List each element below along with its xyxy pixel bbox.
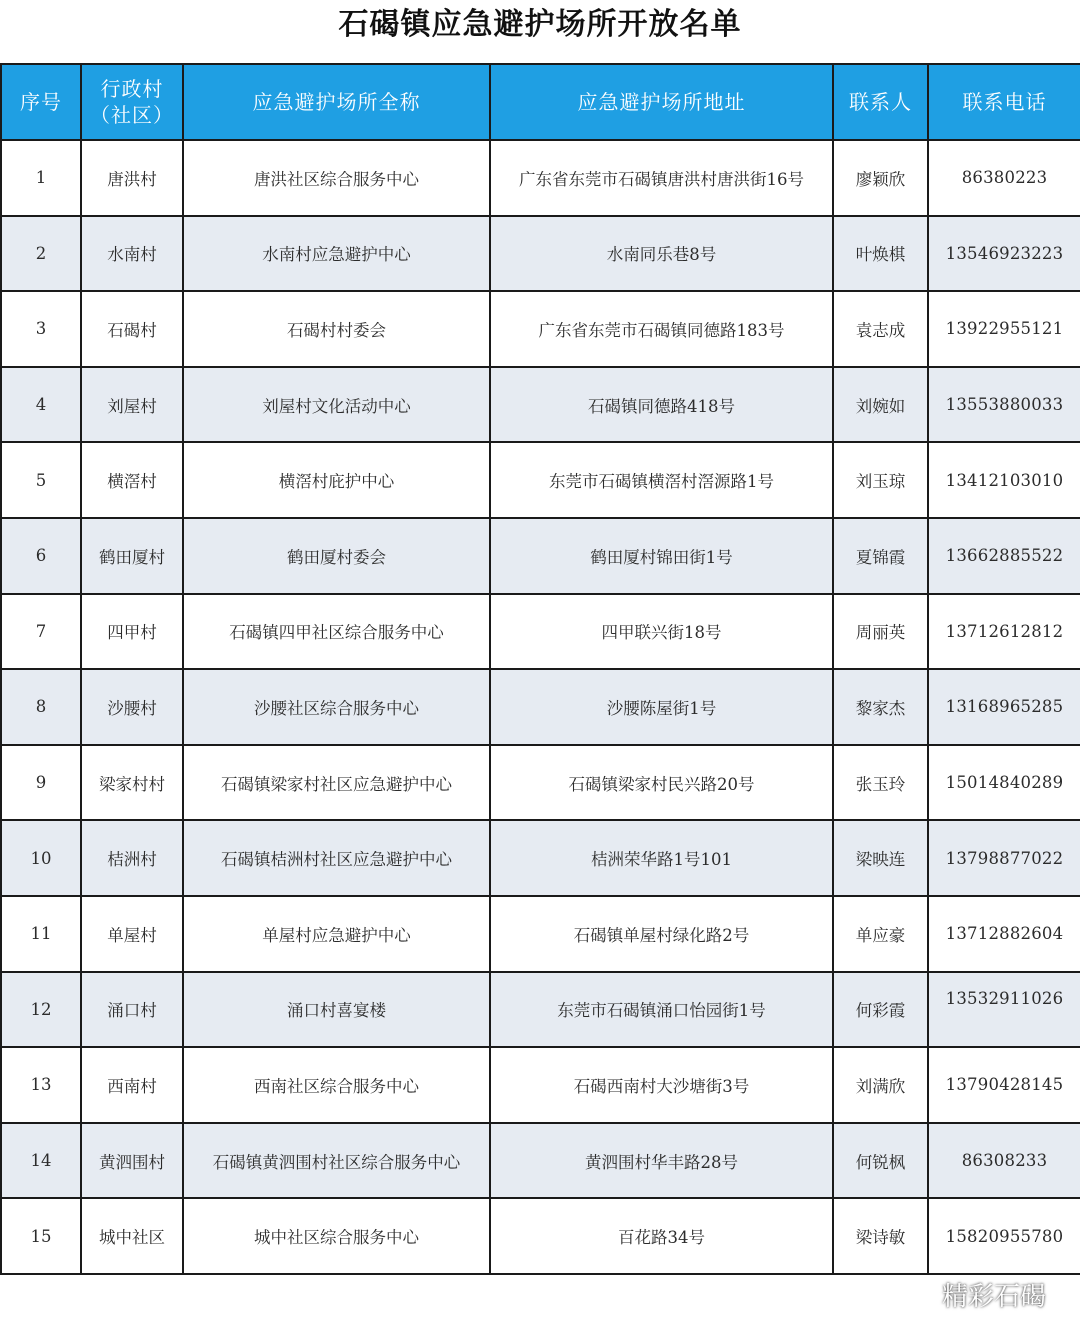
cell-index-text: 13 (30, 1075, 52, 1095)
cell-shelter-address (490, 291, 833, 367)
header-village-line1: 行政村 (100, 77, 164, 101)
cell-village-text: 石碣村 (107, 320, 157, 340)
cell-phone-text: 13553880033 (945, 395, 1064, 415)
cell-shelter-address (490, 972, 833, 1048)
cell-contact (833, 1123, 928, 1199)
table-row (1, 669, 1080, 745)
cell-shelter-address (490, 442, 833, 518)
cell-shelter-address-text: 石碣镇同德路418号 (588, 396, 735, 416)
table-row (1, 442, 1080, 518)
cell-village-text: 西南村 (107, 1076, 157, 1096)
cell-index (1, 291, 81, 367)
cell-index-text: 7 (35, 621, 47, 641)
table-row (1, 1198, 1080, 1274)
cell-contact-text: 袁志成 (855, 320, 906, 340)
cell-shelter-name (183, 896, 490, 972)
cell-shelter-name-text: 鹤田厦村委会 (287, 547, 386, 567)
cell-shelter-address (490, 820, 833, 896)
cell-shelter-name (183, 442, 490, 518)
cell-village-text: 单屋村 (107, 925, 157, 945)
cell-shelter-name (183, 518, 490, 594)
cell-shelter-name-text: 城中社区综合服务中心 (254, 1228, 419, 1248)
cell-shelter-name-text: 涌口村喜宴楼 (287, 1001, 386, 1021)
cell-contact-text: 梁诗敏 (855, 1228, 906, 1248)
cell-shelter-address (490, 669, 833, 745)
cell-contact-text: 刘婉如 (855, 396, 906, 416)
cell-phone (928, 216, 1080, 292)
cell-shelter-address (490, 1198, 833, 1274)
cell-shelter-address-text: 鹤田厦村锦田街1号 (590, 547, 733, 567)
table-row (1, 367, 1080, 443)
header-shelter-name: 应急避护场所全称 (183, 64, 490, 140)
cell-contact (833, 518, 928, 594)
wechat-icon (902, 1281, 936, 1309)
cell-index-text: 14 (30, 1151, 52, 1171)
header-index: 序号 (1, 64, 81, 140)
cell-shelter-address-text: 东莞市石碣镇横滘村滘源路1号 (549, 472, 774, 492)
cell-index-text: 9 (35, 773, 47, 793)
cell-phone (928, 291, 1080, 367)
cell-village-text: 四甲村 (107, 623, 157, 643)
cell-shelter-name (183, 745, 490, 821)
cell-index-text: 8 (35, 697, 47, 717)
header-phone: 联系电话 (928, 64, 1080, 140)
table-row (1, 1123, 1080, 1199)
cell-shelter-name-text: 石碣镇四甲社区综合服务中心 (229, 623, 444, 643)
cell-shelter-address-text: 黄泗围村华丰路28号 (585, 1152, 738, 1172)
cell-village (81, 442, 183, 518)
cell-shelter-name-text: 石碣镇梁家村社区应急避护中心 (221, 774, 452, 794)
cell-index (1, 442, 81, 518)
cell-index (1, 140, 81, 216)
cell-phone (928, 972, 1080, 1048)
cell-index-text: 15 (30, 1226, 52, 1246)
cell-shelter-name-text: 水南村应急避护中心 (262, 245, 411, 265)
cell-index-text: 6 (35, 546, 47, 566)
cell-village-text: 城中社区 (99, 1228, 165, 1248)
cell-phone (928, 367, 1080, 443)
cell-shelter-name (183, 1123, 490, 1199)
cell-phone (928, 1198, 1080, 1274)
cell-index (1, 518, 81, 594)
cell-village-text: 刘屋村 (107, 396, 157, 416)
cell-phone-text: 13922955121 (945, 319, 1064, 339)
cell-village (81, 1047, 183, 1123)
table-row (1, 291, 1080, 367)
cell-village-text: 黄泗围村 (99, 1152, 165, 1172)
cell-shelter-address (490, 140, 833, 216)
cell-phone (928, 669, 1080, 745)
cell-index (1, 745, 81, 821)
cell-village-text: 桔洲村 (107, 850, 157, 870)
cell-village (81, 669, 183, 745)
cell-shelter-name (183, 820, 490, 896)
table-header-row (1, 64, 1080, 140)
cell-phone-text: 13412103010 (945, 470, 1064, 490)
cell-phone-text: 13790428145 (945, 1075, 1064, 1095)
cell-contact-text: 单应豪 (855, 925, 906, 945)
table-row (1, 140, 1080, 216)
cell-village-text: 横滘村 (107, 472, 157, 492)
cell-phone (928, 745, 1080, 821)
cell-index-text: 10 (30, 848, 52, 868)
cell-village-text: 水南村 (107, 245, 157, 265)
cell-village (81, 972, 183, 1048)
cell-phone (928, 896, 1080, 972)
cell-index-text: 5 (35, 470, 47, 490)
cell-shelter-address (490, 594, 833, 670)
watermark-text: 精彩石碣 (941, 1282, 1046, 1312)
cell-shelter-name (183, 594, 490, 670)
cell-shelter-address (490, 518, 833, 594)
table-row (1, 1047, 1080, 1123)
cell-phone (928, 594, 1080, 670)
cell-phone-text: 13532911026 (945, 988, 1064, 1008)
cell-contact (833, 1047, 928, 1123)
cell-village (81, 1123, 183, 1199)
cell-index (1, 367, 81, 443)
cell-village (81, 1198, 183, 1274)
cell-village (81, 140, 183, 216)
cell-village-text: 涌口村 (107, 1001, 157, 1021)
cell-contact (833, 1198, 928, 1274)
cell-contact-text: 张玉玲 (855, 774, 906, 794)
cell-contact-text: 刘满欣 (855, 1076, 906, 1096)
table-row (1, 518, 1080, 594)
cell-shelter-address-text: 广东省东莞市石碣镇同德路183号 (538, 320, 785, 340)
page-title: 石碣镇应急避护场所开放名单 (338, 7, 742, 42)
cell-shelter-name-text: 横滘村庇护中心 (278, 472, 395, 492)
cell-shelter-name (183, 291, 490, 367)
cell-index-text: 11 (30, 924, 52, 944)
cell-phone-text: 13712612812 (945, 621, 1064, 641)
cell-phone (928, 140, 1080, 216)
watermark (902, 1276, 1046, 1313)
table-row (1, 745, 1080, 821)
cell-village (81, 896, 183, 972)
cell-contact (833, 594, 928, 670)
cell-shelter-name-text: 刘屋村文化活动中心 (262, 396, 411, 416)
cell-village (81, 216, 183, 292)
cell-shelter-name (183, 140, 490, 216)
header-shelter-address: 应急避护场所地址 (490, 64, 833, 140)
cell-village-text: 唐洪村 (107, 169, 157, 189)
cell-phone-text: 13168965285 (945, 697, 1064, 717)
cell-contact (833, 896, 928, 972)
cell-index (1, 896, 81, 972)
cell-contact-text: 梁映连 (855, 850, 906, 870)
cell-shelter-name-text: 沙腰社区综合服务中心 (254, 698, 419, 718)
cell-index (1, 820, 81, 896)
cell-shelter-name (183, 1198, 490, 1274)
cell-shelter-name (183, 669, 490, 745)
cell-shelter-name-text: 石碣镇桔洲村社区应急避护中心 (221, 850, 452, 870)
cell-contact-text: 廖颖欣 (855, 169, 906, 189)
cell-contact-text: 黎家杰 (855, 698, 906, 718)
cell-phone-text: 13662885522 (945, 546, 1064, 566)
cell-shelter-address-text: 水南同乐巷8号 (606, 245, 717, 265)
cell-village-text: 鹤田厦村 (99, 547, 165, 567)
cell-shelter-address (490, 1047, 833, 1123)
cell-village-text: 梁家村村 (99, 774, 165, 794)
cell-village (81, 291, 183, 367)
cell-contact (833, 291, 928, 367)
cell-shelter-name (183, 1047, 490, 1123)
cell-index-text: 3 (35, 319, 47, 339)
cell-contact (833, 216, 928, 292)
cell-shelter-address (490, 745, 833, 821)
cell-shelter-name-text: 单屋村应急避护中心 (262, 925, 411, 945)
cell-shelter-address-text: 石碣镇单屋村绿化路2号 (573, 925, 750, 945)
cell-index-text: 2 (35, 243, 47, 263)
cell-contact-text: 何彩霞 (855, 1001, 906, 1021)
cell-shelter-name-text: 石碣镇黄泗围村社区综合服务中心 (212, 1152, 461, 1172)
cell-phone (928, 1047, 1080, 1123)
cell-contact (833, 820, 928, 896)
cell-phone (928, 1123, 1080, 1199)
cell-shelter-name-text: 西南社区综合服务中心 (254, 1076, 419, 1096)
cell-shelter-address-text: 石碣西南村大沙塘街3号 (573, 1076, 750, 1096)
cell-village (81, 594, 183, 670)
cell-phone (928, 820, 1080, 896)
cell-shelter-address (490, 367, 833, 443)
cell-index (1, 1198, 81, 1274)
cell-village (81, 367, 183, 443)
table-row (1, 820, 1080, 896)
cell-village (81, 518, 183, 594)
cell-phone-text: 13712882604 (945, 924, 1064, 944)
cell-phone-text: 15014840289 (945, 773, 1064, 793)
cell-index-text: 4 (35, 395, 47, 415)
header-contact: 联系人 (833, 64, 928, 140)
cell-index (1, 669, 81, 745)
cell-shelter-name (183, 367, 490, 443)
cell-phone-text: 15820955780 (945, 1226, 1064, 1246)
cell-shelter-address-text: 广东省东莞市石碣镇唐洪村唐洪街16号 (519, 169, 804, 189)
table-row (1, 216, 1080, 292)
cell-index (1, 1047, 81, 1123)
cell-contact (833, 442, 928, 518)
cell-contact-text: 周丽英 (855, 623, 906, 643)
header-village (81, 64, 183, 140)
cell-shelter-address (490, 216, 833, 292)
cell-shelter-address-text: 桔洲荣华路1号101 (591, 850, 732, 870)
cell-shelter-name-text: 唐洪社区综合服务中心 (254, 169, 419, 189)
cell-village (81, 820, 183, 896)
header-village-line2: （社区） (90, 103, 174, 127)
cell-phone-text: 86308233 (961, 1151, 1048, 1171)
cell-shelter-address-text: 东莞市石碣镇涌口怡园街1号 (557, 1001, 766, 1021)
cell-index (1, 594, 81, 670)
table-row (1, 896, 1080, 972)
cell-index (1, 1123, 81, 1199)
cell-contact-text: 刘玉琼 (855, 472, 906, 492)
cell-contact (833, 669, 928, 745)
cell-shelter-address-text: 四甲联兴街18号 (601, 623, 722, 643)
cell-contact (833, 972, 928, 1048)
cell-phone-text: 13546923223 (945, 243, 1064, 263)
cell-shelter-address (490, 896, 833, 972)
cell-shelter-address (490, 1123, 833, 1199)
shelter-table (0, 63, 1080, 1275)
cell-contact-text: 夏锦霞 (855, 547, 906, 567)
cell-shelter-address-text: 石碣镇梁家村民兴路20号 (568, 774, 755, 794)
cell-shelter-name-text: 石碣村村委会 (287, 320, 386, 340)
cell-index (1, 972, 81, 1048)
table-row (1, 594, 1080, 670)
cell-contact-text: 叶焕棋 (855, 245, 906, 265)
cell-contact-text: 何锐枫 (855, 1152, 906, 1172)
cell-village (81, 745, 183, 821)
cell-shelter-name (183, 972, 490, 1048)
table-row (1, 972, 1080, 1048)
cell-phone (928, 518, 1080, 594)
cell-shelter-address-text: 百花路34号 (618, 1228, 705, 1248)
cell-phone-text: 13798877022 (945, 848, 1064, 868)
cell-shelter-address-text: 沙腰陈屋街1号 (606, 698, 717, 718)
cell-contact (833, 367, 928, 443)
cell-index-text: 1 (35, 168, 47, 188)
cell-contact (833, 745, 928, 821)
cell-phone (928, 442, 1080, 518)
cell-phone-text: 86380223 (961, 168, 1048, 188)
cell-contact (833, 140, 928, 216)
table-body (1, 140, 1080, 1274)
cell-index (1, 216, 81, 292)
cell-village-text: 沙腰村 (107, 698, 157, 718)
cell-index-text: 12 (30, 999, 52, 1019)
cell-shelter-name (183, 216, 490, 292)
